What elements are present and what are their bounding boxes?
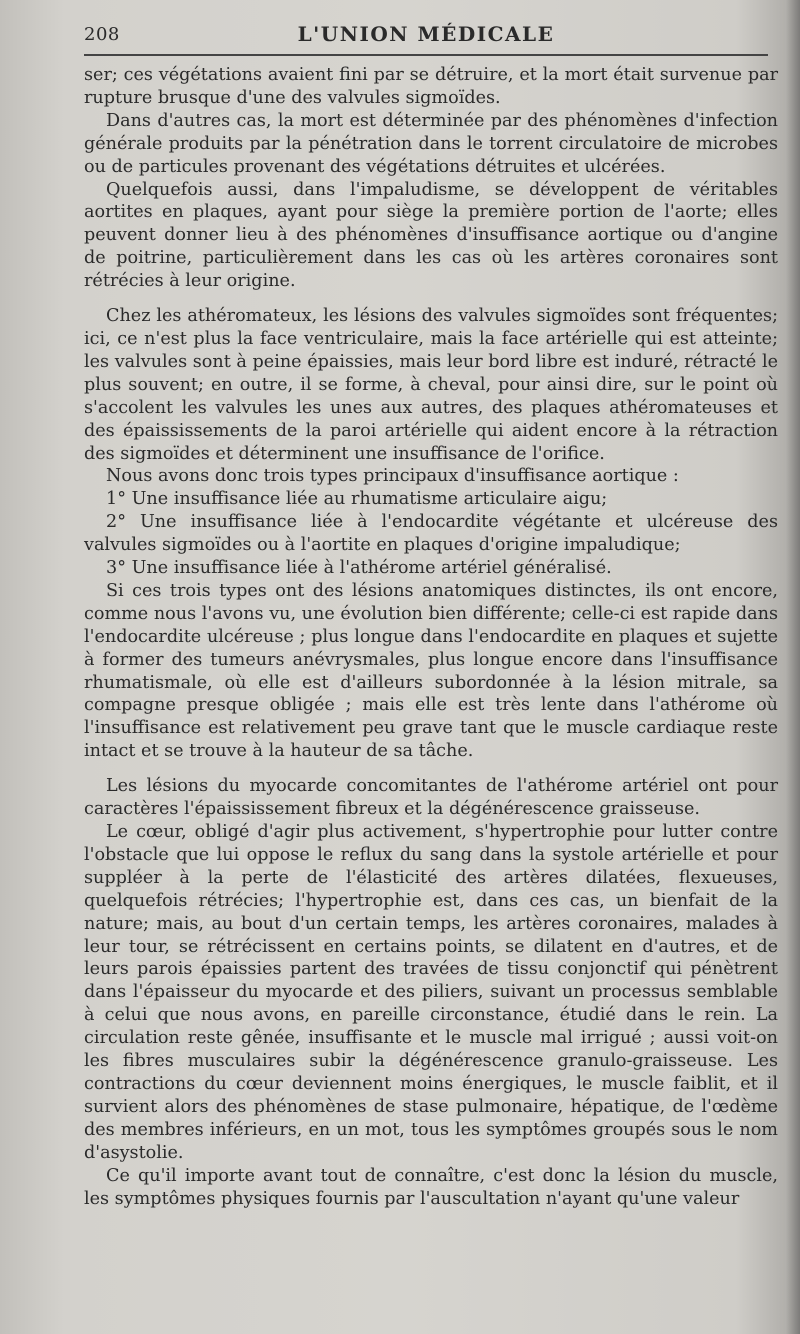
- list-item-type-1: 1° Une insuffisance liée au rhumatisme articulaire aigu;: [106, 489, 608, 510]
- paragraph-impaludisme: Quelquefois aussi, dans l'impaludisme, se développent de véritables aortites en plaques, ayant pour siège la première portion de l'aorte; elles peuvent donner lieu à des phénomènes d'insuffisance aortique ou d'angine de poitrine, particulièrement dans les cas où les artères coronaires sont rétrécies à leur origine.: [84, 179, 778, 292]
- page-number: 208: [84, 24, 120, 45]
- header-rule: [84, 54, 768, 56]
- running-title: L'UNION MÉDICALE: [297, 22, 555, 46]
- paragraph-types-intro: Nous avons donc trois types principaux d'insuffisance aortique :: [106, 466, 679, 487]
- list-item-type-3: 3° Une insuffisance liée à l'athérome artériel généralisé.: [106, 558, 612, 579]
- paragraph-hypertrophie: Le cœur, obligé d'agir plus activement, s'hypertrophie pour lutter contre l'obstacle que lui oppose le reflux du sang dans la systole artérielle et pour suppléer à la perte de l'élasticité des artères dilatées, flexueuses, quelquefois rétrécies; l'hypertrophie est, dans ces cas, un bienfait de la nature; mais, au bout d'un certain temps, les artères coronaires, malades à leur tour, se rétrécissent en certains points, se dilatent en d'autres, et de leurs parois épaissies partent des travées de tissu conjonctif qui pénètrent dans l'épaisseur du myocarde et des piliers, suivant un processus semblable à celui que nous avons, en pareille circonstance, étudié dans le rein. La circulation reste gênée, insuffisante et le muscle mal irrigué ; aussi voit-on les fibres musculaires subir la dégénérescence granulo-graisseuse. Les contractions du cœur deviennent moins énergiques, le muscle faiblit, et il survient alors des phénomènes de stase pulmonaire, hépatique, de l'œdème des membres inférieurs, en un mot, tous les symptômes groupés sous le nom d'asystolie.: [84, 822, 778, 1163]
- list-item-type-2: 2° Une insuffisance liée à l'endocardite végétante et ulcéreuse des valvules sigmoïdes ou à l'aortite en plaques d'origine impaludique;: [84, 512, 778, 556]
- body-text: [84, 64, 778, 1210]
- page-header: [84, 18, 768, 48]
- paragraph-conclusion: Ce qu'il importe avant tout de connaître, c'est donc la lésion du muscle, les symptômes physiques fournis par l'auscultation n'ayant qu'une valeur: [84, 1165, 778, 1209]
- paragraph-continuation: ser; ces végétations avaient fini par se détruire, et la mort était survenue par rupture brusque d'une des valvules sigmoïdes.: [84, 65, 778, 108]
- paragraph-infection: Dans d'autres cas, la mort est déterminée par des phénomènes d'infection générale produits par la pénétration dans le torrent circulatoire de microbes ou de particules provenant des végétations détruites et ulcérées.: [84, 110, 778, 177]
- paragraph-atheromateux: Chez les athéromateux, les lésions des valvules sigmoïdes sont fréquentes; ici, ce n'est plus la face ventriculaire, mais la face artérielle qui est atteinte; les valvules sont à peine épaissies, mais leur bord libre est induré, rétracté le plus souvent; en outre, il se forme, à cheval, pour ainsi dire, sur le point où s'accolent les valvules les unes aux autres, des plaques athéromateuses et des épaississements de la paroi artérielle qui aident encore à la rétraction des sigmoïdes et déterminent une insuffisance de l'orifice.: [84, 306, 778, 464]
- page-edge-shadow: [786, 0, 800, 1334]
- paragraph-myocarde: Les lésions du myocarde concomitantes de l'athérome artériel ont pour caractères l'épaississement fibreux et la dégénérescence graisseuse.: [84, 776, 778, 820]
- paragraph-evolution: Si ces trois types ont des lésions anatomiques distinctes, ils ont encore, comme nous l'avons vu, une évolution bien différente; celle-ci est rapide dans l'endocardite ulcéreuse ; plus longue dans l'endocardite en plaques et sujette à former des tumeurs anévrysmales, plus longue encore dans l'insuffisance rhumatismale, où elle est d'ailleurs subordonnée à la lésion mitrale, sa compagne presque obligée ; mais elle est très lente dans l'athérome où l'insuffisance est relativement peu grave tant que le muscle cardiaque reste intact et se trouve à la hauteur de sa tâche.: [84, 580, 778, 762]
